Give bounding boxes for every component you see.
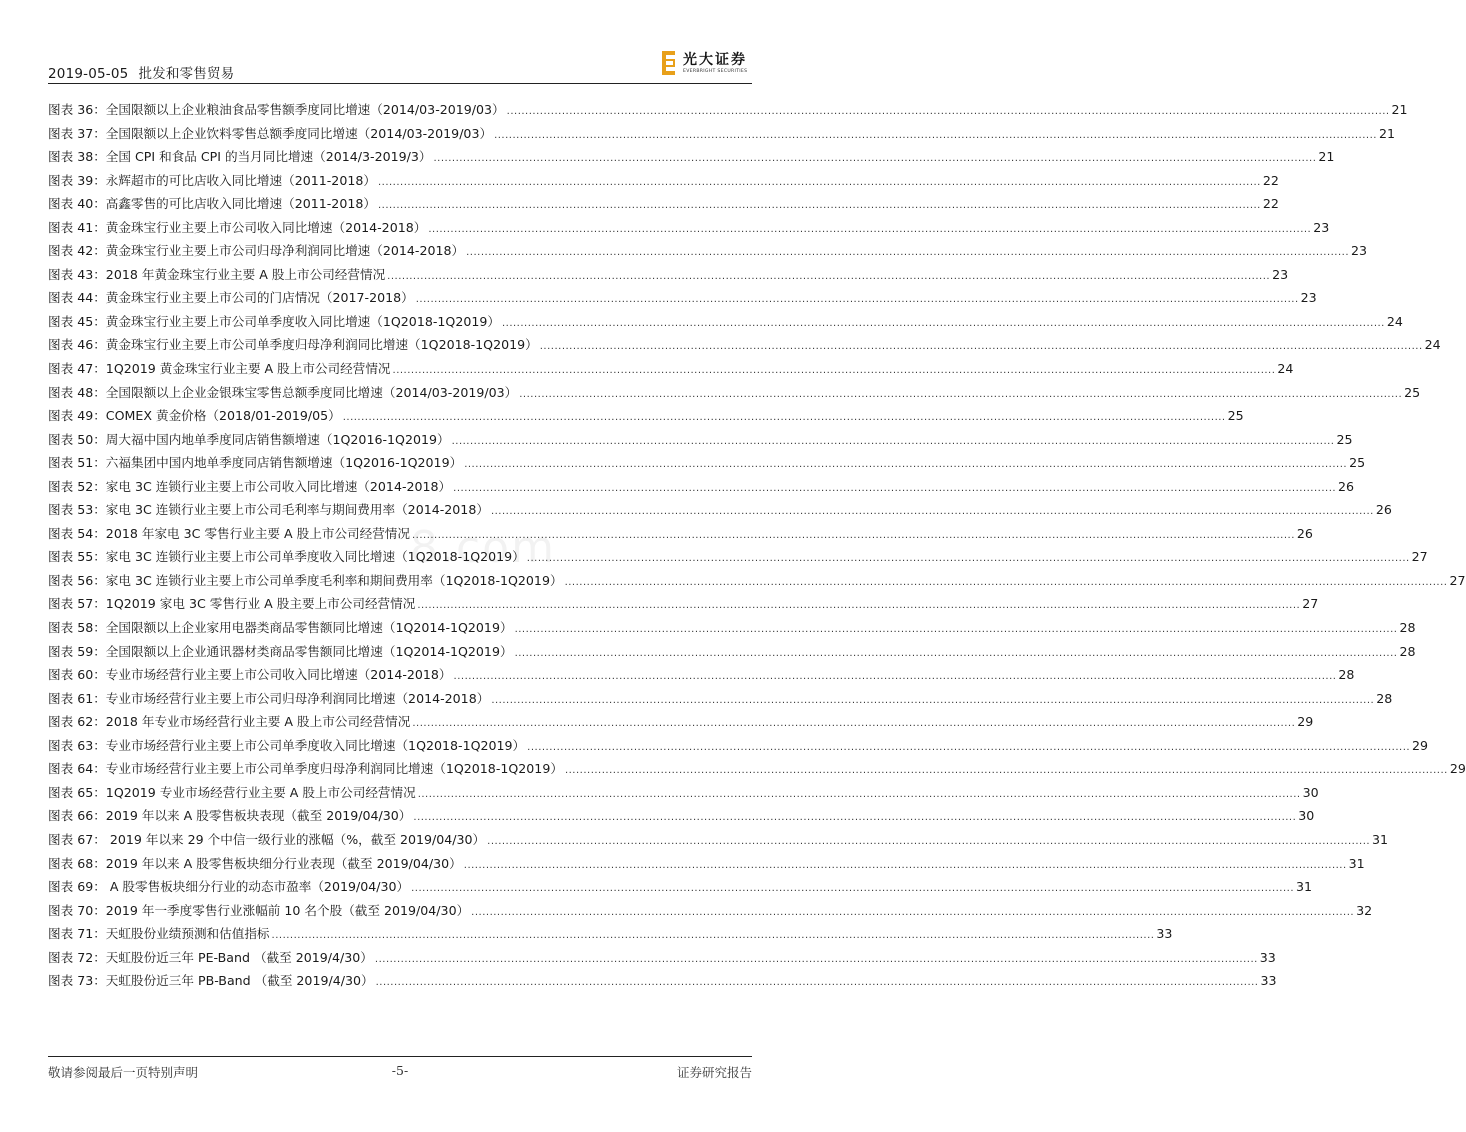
toc-leader-dots [565,761,1448,776]
toc-leader-dots [416,290,1299,305]
toc-entry-page: 28 [1376,690,1393,706]
toc-entry-title: 图表 44：黄金珠宝行业主要上市公司的门店情况（2017-2018） [48,290,414,306]
page-header [48,44,752,84]
toc-entry-page: 28 [1399,643,1416,659]
toc-entry[interactable] [48,99,1408,123]
toc-entry-page: 30 [1298,808,1315,824]
toc-entry-title: 图表 43：2018 年黄金珠宝行业主要 A 股上市公司经营情况 [48,266,386,282]
toc-leader-dots [487,832,1370,847]
toc-entry-page: 24 [1424,337,1441,353]
toc-leader-dots [464,856,1347,871]
toc-entry[interactable] [48,688,1393,712]
toc-entry[interactable] [48,805,1315,829]
toc-entry-title: 图表 52：家电 3C 连锁行业主要上市公司收入同比增速（2014-2018） [48,478,452,494]
toc-leader-dots [412,526,1295,541]
toc-entry[interactable] [48,170,1279,194]
everbright-logo-icon [660,50,678,76]
toc-leader-dots [393,361,1276,376]
page-footer [48,1056,752,1083]
toc-leader-dots [376,973,1259,988]
toc-leader-dots [491,691,1374,706]
disclaimer-note: 敬请参阅最后一页特别声明 [48,1065,199,1080]
table-of-figures [48,99,1466,994]
toc-leader-dots [428,220,1311,235]
toc-entry-title: 图表 48：全国限额以上企业金银珠宝零售总额季度同比增速（2014/03-2019/03） [48,384,518,400]
toc-entry[interactable] [48,853,1365,877]
toc-leader-dots [502,314,1385,329]
toc-leader-dots [453,479,1336,494]
toc-entry-title: 图表 55：家电 3C 连锁行业主要上市公司单季度收入同比增速（1Q2018-1Q2019） [48,549,525,565]
toc-entry-page: 24 [1386,313,1403,329]
header-divider [48,83,752,84]
toc-leader-dots [519,385,1402,400]
header-meta [48,62,234,82]
toc-entry-page: 29 [1412,737,1429,753]
toc-entry-title: 图表 40：高鑫零售的可比店收入同比增速（2011-2018） [48,196,376,212]
toc-entry-page: 33 [1156,926,1173,942]
toc-entry-page: 21 [1391,102,1408,117]
toc-entry-title: 图表 59：全国限额以上企业通讯器材类商品零售额同比增速（1Q2014-1Q2019） [48,643,513,659]
toc-entry-page: 27 [1449,572,1466,588]
toc-entry[interactable] [48,711,1314,735]
logo-chinese-name: 光大证券 [683,52,747,68]
toc-entry-title: 图表 49：COMEX 黄金价格（2018/01-2019/05） [48,408,341,424]
toc-leader-dots [412,714,1295,729]
toc-entry-title: 图表 65：1Q2019 专业市场经营行业主要 A 股上市公司经营情况 [48,784,416,800]
toc-leader-dots [491,502,1374,517]
toc-entry[interactable] [48,546,1428,570]
toc-entry[interactable] [48,382,1421,406]
toc-leader-dots [527,738,1410,753]
toc-entry-page: 23 [1272,266,1289,282]
toc-entry[interactable] [48,476,1355,500]
toc-entry-page: 26 [1296,525,1313,541]
toc-entry-title: 图表 64：专业市场经营行业主要上市公司单季度归母净利润同比增速（1Q2018-1Q2019） [48,761,563,777]
toc-entry[interactable] [48,970,1277,994]
toc-entry-title: 图表 69： A 股零售板块细分行业的动态市盈率（2019/04/30） [48,879,410,895]
toc-entry-title: 图表 51：六福集团中国内地单季度同店销售额增速（1Q2016-1Q2019） [48,455,463,471]
toc-entry[interactable] [48,334,1441,358]
toc-leader-dots [378,196,1261,211]
toc-entry[interactable] [48,358,1294,382]
toc-entry[interactable] [48,735,1429,759]
page-number: -5- [391,1063,409,1078]
toc-entry-page: 26 [1375,502,1392,518]
toc-entry[interactable] [48,217,1330,241]
toc-leader-dots [387,267,1270,282]
toc-leader-dots [454,667,1337,682]
toc-entry[interactable] [48,664,1355,688]
toc-leader-dots [378,173,1261,188]
toc-entry[interactable] [48,758,1466,782]
toc-entry-page: 30 [1302,784,1319,800]
toc-entry-title: 图表 42：黄金珠宝行业主要上市公司归母净利润同比增速（2014-2018） [48,243,465,259]
toc-entry-page: 22 [1262,196,1279,212]
toc-entry-title: 图表 63：专业市场经营行业主要上市公司单季度收入同比增速（1Q2018-1Q2019） [48,737,526,753]
toc-leader-dots [411,879,1294,894]
toc-leader-dots [565,573,1448,588]
toc-entry-title: 图表 39：永辉超市的可比店收入同比增速（2011-2018） [48,172,376,188]
toc-entry[interactable] [48,523,1313,547]
toc-leader-dots [466,243,1349,258]
toc-entry-page: 25 [1404,384,1421,400]
toc-entry-title: 图表 57：1Q2019 家电 3C 零售行业 A 股主要上市公司经营情况 [48,596,416,612]
toc-entry-title: 图表 54：2018 年家电 3C 零售行业主要 A 股上市公司经营情况 [48,525,410,541]
toc-entry-page: 31 [1372,831,1389,847]
toc-entry-title: 图表 45：黄金珠宝行业主要上市公司单季度收入同比增速（1Q2018-1Q2019） [48,313,500,329]
toc-leader-dots [452,432,1335,447]
toc-entry-title: 图表 71：天虹股份业绩预测和估值指标 [48,926,270,942]
toc-entry[interactable] [48,311,1403,335]
toc-entry-title: 图表 37：全国限额以上企业饮料零售总额季度同比增速（2014/03-2019/03） [48,125,493,141]
toc-entry-page: 23 [1300,290,1317,306]
watermark: 8.com [410,522,556,573]
toc-entry-title: 图表 70：2019 年一季度零售行业涨幅前 10 名个股（截至 2019/04/30） [48,902,470,918]
toc-leader-dots [507,102,1390,117]
toc-entry-page: 33 [1259,949,1276,965]
toc-entry-page: 23 [1313,219,1330,235]
toc-entry[interactable] [48,876,1313,900]
toc-entry-page: 22 [1262,172,1279,188]
toc-entry-page: 24 [1277,361,1294,377]
report-type: 证券研究报告 [676,1065,752,1080]
toc-leader-dots [494,126,1377,141]
report-date: 2019-05-05 [48,66,129,82]
toc-entry-page: 23 [1351,243,1368,259]
toc-entry-title: 图表 56：家电 3C 连锁行业主要上市公司单季度毛利率和期间费用率（1Q2018-1Q2019） [48,572,563,588]
toc-entry-title: 图表 67： 2019 年以来 29 个中信一级行业的涨幅（%，截至 2019/04/30） [48,831,486,847]
toc-entry[interactable] [48,782,1319,806]
toc-leader-dots [417,596,1300,611]
toc-entry-title: 图表 60：专业市场经营行业主要上市公司收入同比增速（2014-2018） [48,667,452,683]
toc-entry-title: 图表 66：2019 年以来 A 股零售板块表现（截至 2019/04/30） [48,808,412,824]
toc-entry-page: 21 [1318,149,1335,165]
toc-entry-page: 33 [1260,973,1277,989]
toc-leader-dots [272,926,1155,941]
toc-entry[interactable] [48,405,1244,429]
toc-leader-dots [464,455,1347,470]
toc-entry[interactable] [48,641,1416,665]
industry-name: 批发和零售贸易 [138,66,235,82]
toc-entry-page: 29 [1449,761,1466,777]
toc-entry-title: 图表 41：黄金珠宝行业主要上市公司收入同比增速（2014-2018） [48,219,427,235]
toc-entry[interactable] [48,287,1317,311]
toc-entry[interactable] [48,452,1366,476]
toc-entry-title: 图表 61：专业市场经营行业主要上市公司归母净利润同比增速（2014-2018） [48,690,490,706]
toc-leader-dots [540,337,1423,352]
logo-english-name: EVERBRIGHT SECURITIES [683,69,748,74]
footer-divider [48,1056,752,1057]
toc-entry[interactable] [48,264,1289,288]
toc-entry-page: 25 [1349,455,1366,471]
toc-entry-title: 图表 46：黄金珠宝行业主要上市公司单季度归母净利润同比增速（1Q2018-1Q2019） [48,337,538,353]
toc-entry[interactable] [48,429,1353,453]
toc-leader-dots [375,950,1258,965]
toc-entry-title: 图表 38：全国 CPI 和食品 CPI 的当月同比增速（2014/3-2019/3） [48,149,432,165]
toc-entry[interactable] [48,593,1319,617]
toc-entry-page: 29 [1297,714,1314,730]
toc-entry[interactable] [48,193,1279,217]
toc-entry[interactable] [48,240,1368,264]
toc-entry[interactable] [48,900,1373,924]
toc-entry-page: 25 [1336,431,1353,447]
toc-entry-title: 图表 58：全国限额以上企业家用电器类商品零售额同比增速（1Q2014-1Q2019） [48,620,513,636]
toc-leader-dots [413,808,1296,823]
toc-leader-dots [515,644,1398,659]
company-logo [660,48,752,80]
toc-entry-title: 图表 68：2019 年以来 A 股零售板块细分行业表现（截至 2019/04/30） [48,855,462,871]
toc-entry-title: 图表 47：1Q2019 黄金珠宝行业主要 A 股上市公司经营情况 [48,361,391,377]
toc-entry-title: 图表 36：全国限额以上企业粮油食品零售额季度同比增速（2014/03-2019/03） [48,102,505,117]
toc-entry-page: 26 [1338,478,1355,494]
toc-entry[interactable] [48,923,1173,947]
toc-entry-page: 27 [1302,596,1319,612]
toc-leader-dots [527,549,1410,564]
toc-entry[interactable] [48,123,1395,147]
toc-entry[interactable] [48,570,1466,594]
toc-entry[interactable] [48,617,1416,641]
toc-leader-dots [515,620,1398,635]
toc-entry-page: 21 [1378,125,1395,141]
toc-entry[interactable] [48,146,1335,170]
toc-entry-page: 31 [1296,879,1313,895]
toc-leader-dots [418,785,1301,800]
toc-entry-title: 图表 62：2018 年专业市场经营行业主要 A 股上市公司经营情况 [48,714,411,730]
toc-leader-dots [434,149,1317,164]
toc-entry-page: 28 [1399,620,1416,636]
toc-entry[interactable] [48,829,1389,853]
toc-entry-page: 27 [1411,549,1428,565]
toc-entry-title: 图表 73：天虹股份近三年 PB-Band （截至 2019/4/30） [48,973,374,989]
toc-entry-title: 图表 50：周大福中国内地单季度同店销售额增速（1Q2016-1Q2019） [48,431,450,447]
toc-entry-page: 32 [1356,902,1373,918]
toc-entry[interactable] [48,499,1392,523]
toc-entry-title: 图表 72：天虹股份近三年 PE-Band （截至 2019/4/30） [48,949,373,965]
toc-leader-dots [343,408,1226,423]
toc-entry[interactable] [48,947,1276,971]
toc-leader-dots [471,903,1354,918]
toc-entry-page: 25 [1227,408,1244,424]
toc-entry-title: 图表 53：家电 3C 连锁行业主要上市公司毛利率与期间费用率（2014-2018） [48,502,489,518]
toc-entry-page: 31 [1348,855,1365,871]
toc-entry-page: 28 [1338,667,1355,683]
